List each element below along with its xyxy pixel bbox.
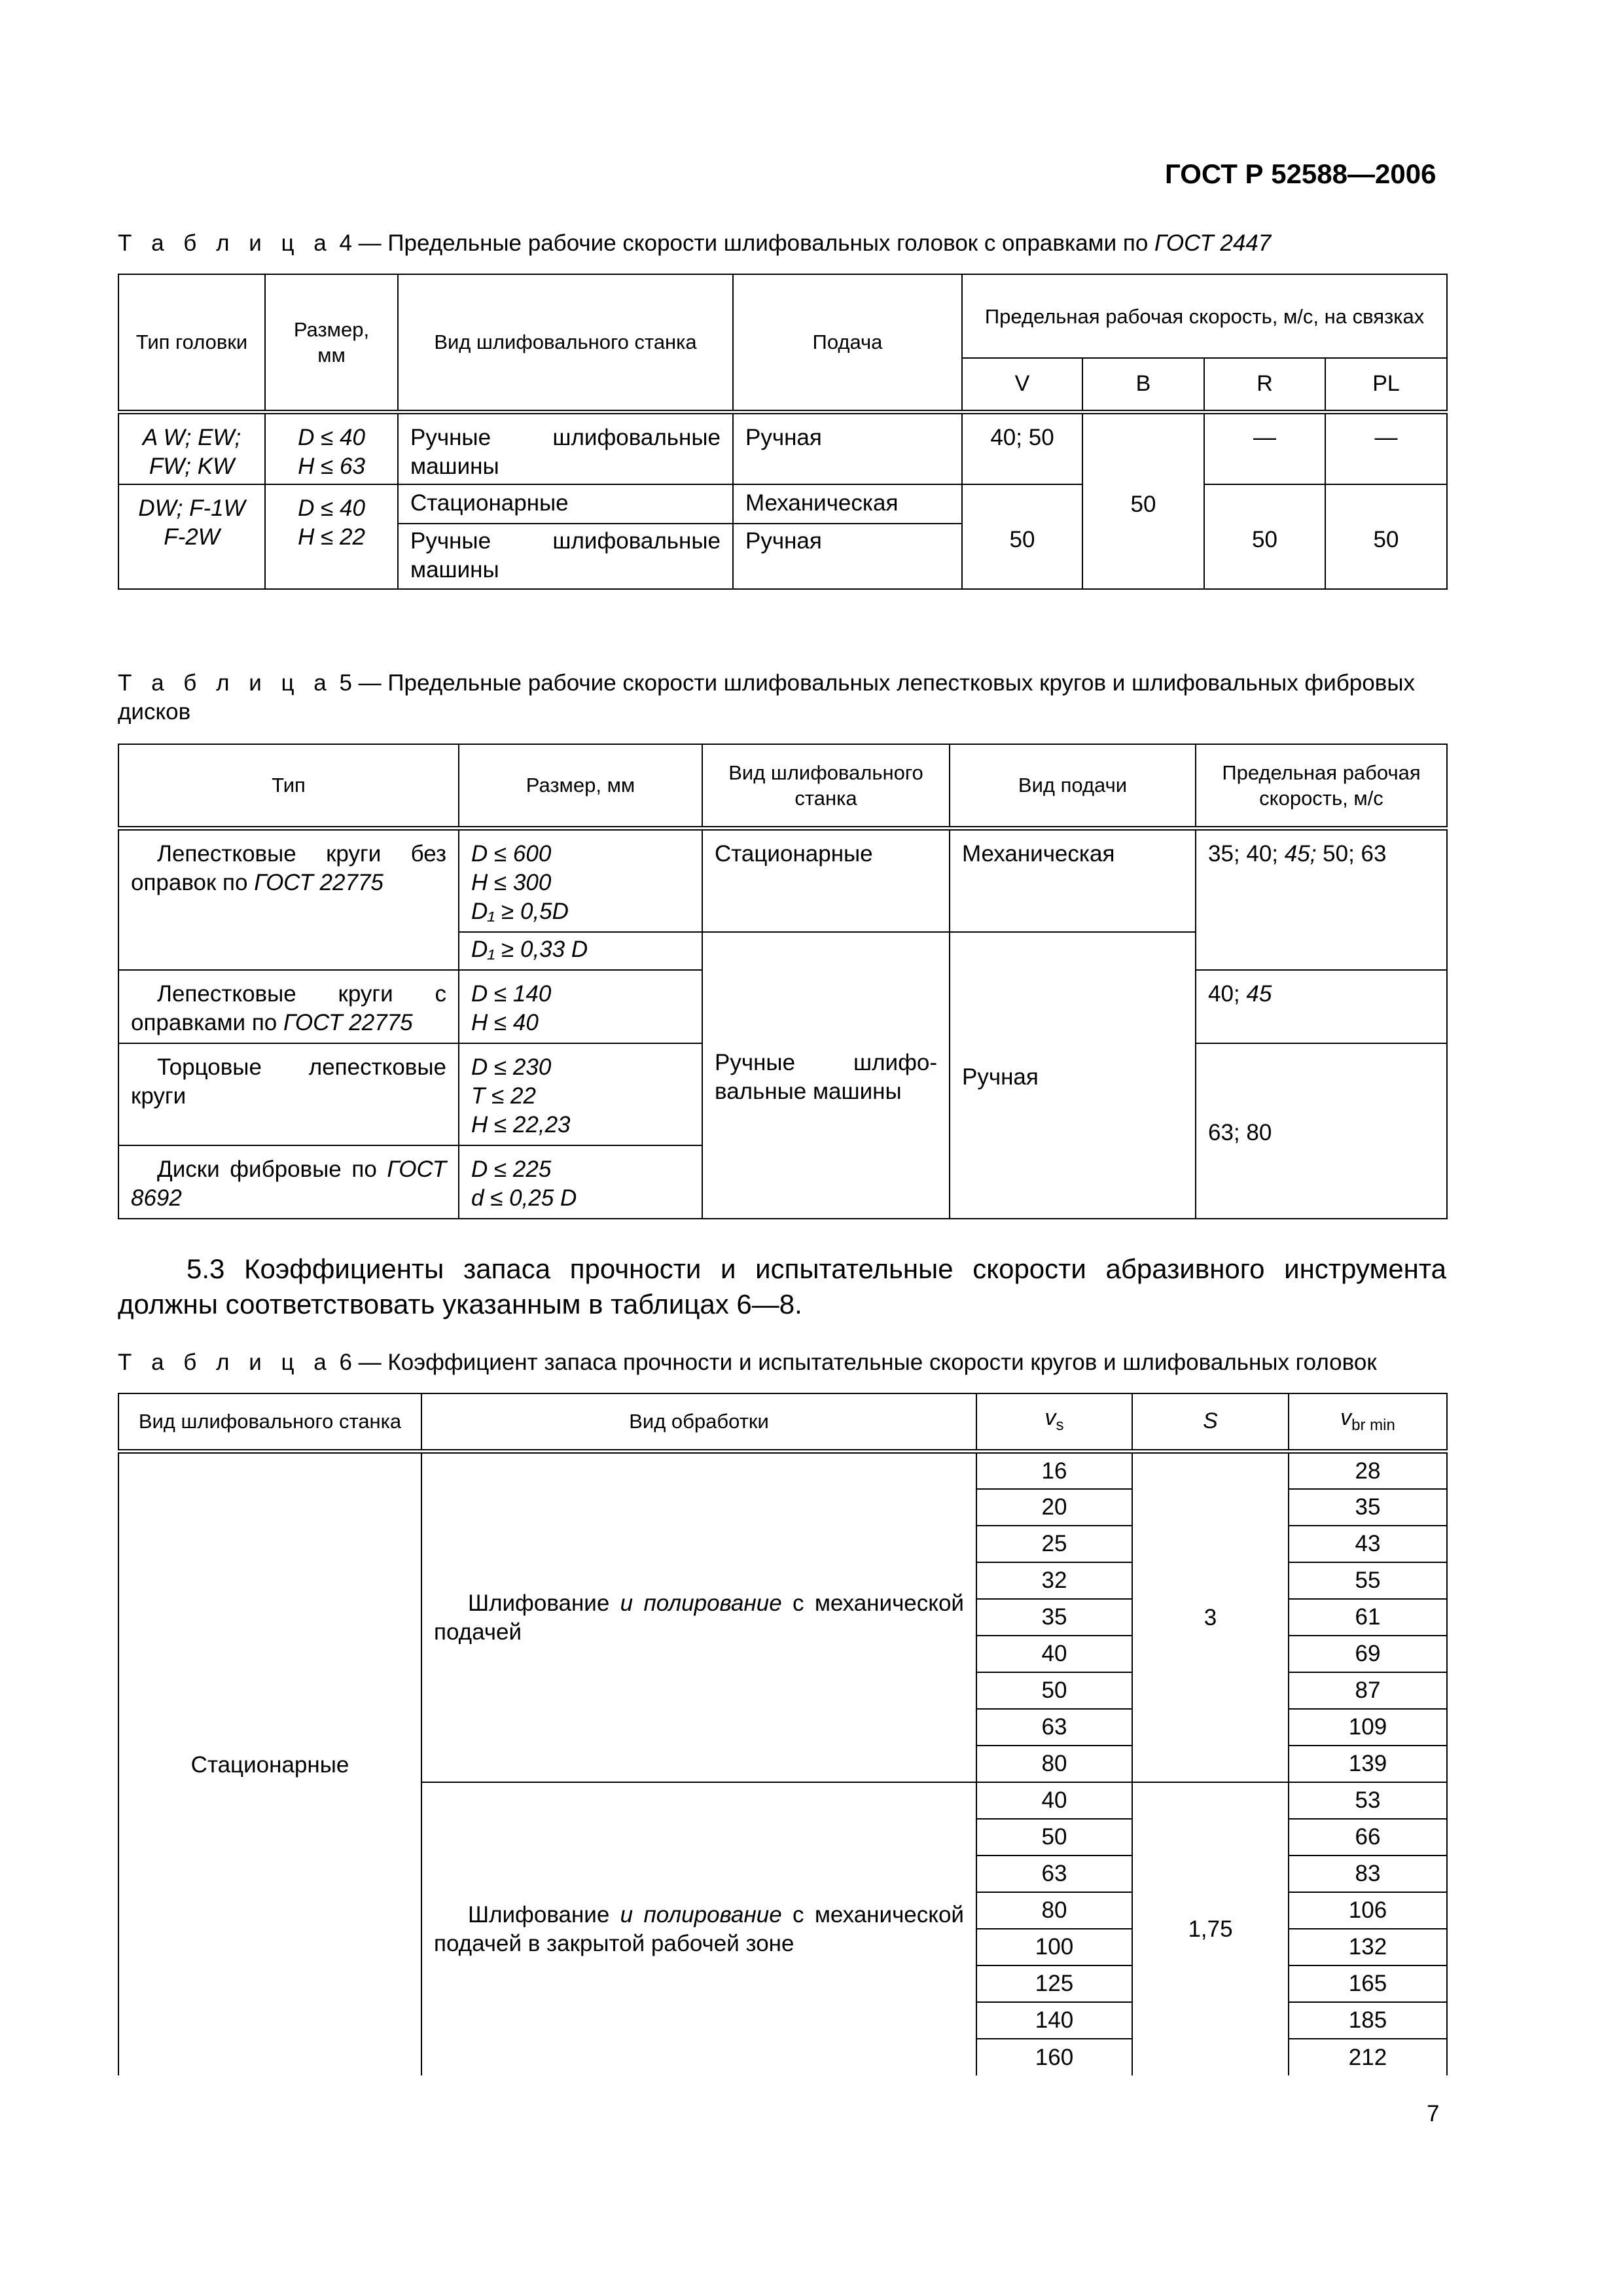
table6-g1-vbr: 55: [1289, 1562, 1447, 1599]
table6-g1-vbr: 139: [1289, 1746, 1447, 1782]
table5-header-speed: Предельная рабочая скорость, м/с: [1196, 744, 1447, 828]
table6-g1-vbr: 61: [1289, 1599, 1447, 1636]
table5-header-type: Тип: [118, 744, 459, 828]
section-5-3-paragraph: 5.3 Коэффициенты запаса прочности и испытательные скорости абразивного инструмента должны соответствовать указанным в таблицах 6—8.: [118, 1253, 1446, 1319]
table6-group2-processing-c: с механической подачей в закрытой рабочей зоне: [434, 1902, 964, 1956]
table6-g1-vs: 63: [976, 1709, 1132, 1746]
table6-group2-processing-a: Шлифование: [468, 1902, 620, 1928]
table5-row5-size: [459, 1145, 702, 1219]
table4-row2-size: [265, 484, 398, 589]
table4-caption: [118, 229, 1446, 258]
table5-merged-speed: 63; 80: [1196, 1043, 1447, 1219]
table6-g2-vs: 125: [976, 1965, 1132, 2002]
table6-g1-vs: 32: [976, 1562, 1132, 1599]
table5-row5-type-ref: ГОСТ 8692: [131, 1156, 446, 1211]
table6-header-s: S: [1132, 1393, 1289, 1451]
table6-g1-vs: 35: [976, 1599, 1132, 1636]
table5-row4-size: [459, 1043, 702, 1145]
table4-row2-pl: 50: [1325, 484, 1447, 589]
table6-g1-vbr: 28: [1289, 1451, 1447, 1489]
table6-header-machine: Вид шлифовального станка: [118, 1393, 421, 1451]
table5-row3-size-h: H ≤ 40: [471, 1009, 539, 1035]
table6-g1-vs: 40: [976, 1636, 1132, 1672]
table6-g1-vs: 80: [976, 1746, 1132, 1782]
table4-row1-type: A W; EW; FW; KW: [118, 412, 265, 484]
table6-header-vbr: [1289, 1393, 1447, 1451]
table4-row1-machine: Ручные шлифовальные машины: [398, 412, 733, 484]
table5-row1-size: [459, 828, 702, 932]
table6-g1-vbr: 43: [1289, 1526, 1447, 1562]
table6-g1-vs: 20: [976, 1489, 1132, 1526]
table6-g1-vs: 16: [976, 1451, 1132, 1489]
table5-header-machine: Вид шлифовального станка: [702, 744, 950, 828]
table6-g1-vbr: 109: [1289, 1709, 1447, 1746]
table4-header-bond-v: V: [962, 358, 1082, 412]
table5-row1-speed-c: 50; 63: [1316, 840, 1387, 867]
table6-header-vbr-sub: br min: [1351, 1416, 1395, 1434]
table4-header-bond-pl: PL: [1325, 358, 1447, 412]
table4-row1-v: 40; 50: [962, 412, 1082, 484]
table4-row2-machine-b: Ручные шлифовальные машины: [398, 524, 733, 589]
table4-row1-r: —: [1204, 412, 1325, 484]
table4-header-feed: Подача: [733, 274, 962, 412]
table5-row1-speed-a: 35; 40;: [1208, 840, 1285, 867]
table4-row2-r: 50: [1204, 484, 1325, 589]
table4-row2-feed-a: Механическая: [733, 484, 962, 524]
table6-g2-vs: 140: [976, 2002, 1132, 2039]
table6-g2-vs: 40: [976, 1782, 1132, 1819]
table6-g2-vbr: 132: [1289, 1929, 1447, 1965]
table5-merged-feed: Ручная: [950, 932, 1196, 1219]
table6-g1-vs: 25: [976, 1526, 1132, 1562]
table6-g2-vbr: 53: [1289, 1782, 1447, 1819]
table4-row1-feed: Ручная: [733, 412, 962, 484]
table5-row1-feed: Механическая: [950, 828, 1196, 932]
table5-row1-size-d1: D₁ ≥ 0,5D: [471, 898, 569, 924]
table6-group1-processing: [421, 1451, 976, 1782]
table4-row1-size-d: D ≤ 40: [298, 424, 365, 450]
table6-g1-vs: 50: [976, 1672, 1132, 1709]
table5-row3-speed-a: 40;: [1208, 980, 1247, 1007]
table4-header-machine: Вид шлифовального станка: [398, 274, 733, 412]
page-number: 7: [1427, 2101, 1440, 2126]
table5-row1-type-ref: ГОСТ 22775: [254, 869, 383, 895]
table5-caption-label: Т а б л и ц а: [118, 670, 333, 696]
table4-header-bond-b: B: [1082, 358, 1204, 412]
table6-g2-vbr: 185: [1289, 2002, 1447, 2039]
table5-row2-size: D₁ ≥ 0,33 D: [459, 932, 702, 970]
table6-group1-processing-a: Шлифование: [468, 1590, 620, 1616]
table6-g2-vbr: 83: [1289, 1856, 1447, 1892]
table5-row5-type-text: Диски фибровые по: [157, 1156, 387, 1182]
table6-group1-processing-c: с механической подачей: [434, 1590, 964, 1645]
table5-header-feed: Вид подачи: [950, 744, 1196, 828]
table4-row2-feed-b: Ручная: [733, 524, 962, 589]
table6-caption-text: 6 — Коэффициент запаса прочности и испытательные скорости кругов и шлифовальных головок: [332, 1350, 1377, 1375]
table4-b-merged: 50: [1082, 412, 1204, 589]
table6-group2-processing: [421, 1782, 976, 2075]
table6-g2-vbr: 106: [1289, 1892, 1447, 1929]
table6-g2-vbr: 165: [1289, 1965, 1447, 2002]
table5-row1-size-h: H ≤ 300: [471, 869, 552, 895]
table6-g1-vbr: 87: [1289, 1672, 1447, 1709]
table6-header-processing: Вид обработки: [421, 1393, 976, 1451]
table4-row1-pl: —: [1325, 412, 1447, 484]
table4-row2-v: 50: [962, 484, 1082, 589]
table5-row1-speed-b: 45;: [1284, 840, 1317, 867]
table5-row1-machine: Стационарные: [702, 828, 950, 932]
table5-row3-type-text: Лепестковые круги с оправками по: [131, 980, 446, 1035]
table5-caption-text: 5 — Предельные рабочие скорости шлифовальных лепестковых кругов и шлифовальных фибровых дисков: [118, 670, 1415, 725]
table6-g2-vs: 160: [976, 2039, 1132, 2075]
table6-group2-processing-b: и полирование: [620, 1902, 782, 1928]
table5-row1-type-text: Лепестковые круги без оправок по: [131, 840, 446, 895]
table5-row3-size: [459, 970, 702, 1043]
table4-row1-size-h: H ≤ 63: [298, 453, 365, 479]
table-5: [118, 744, 1448, 1219]
table6-g2-vs: 100: [976, 1929, 1132, 1965]
table6-caption-label: Т а б л и ц а: [118, 1350, 333, 1375]
table4-caption-label: Т а б л и ц а: [118, 230, 333, 256]
table6-header-vs-sub: s: [1056, 1416, 1064, 1434]
table6-header-vs-symbol: v: [1044, 1405, 1056, 1430]
table5-row3-speed-b: 45: [1246, 980, 1272, 1007]
table6-machine-stationary: Стационарные: [118, 1451, 421, 2075]
table5-row3-type-ref: ГОСТ 22775: [283, 1009, 413, 1035]
table6-group1-processing-b: и полирование: [620, 1590, 782, 1616]
table5-row1-size-d: D ≤ 600: [471, 840, 552, 867]
table5-row3-type: [118, 970, 459, 1043]
table4-row2-type: DW; F-1W F-2W: [118, 484, 265, 589]
table6-group1-s: 3: [1132, 1451, 1289, 1782]
table5-row5-size-dd: d ≤ 0,25 D: [471, 1185, 577, 1211]
table6-g1-vbr: 35: [1289, 1489, 1447, 1526]
table-4: [118, 274, 1448, 590]
table5-row4-size-d: D ≤ 230: [471, 1054, 552, 1080]
table4-row2-size-h: H ≤ 22: [298, 524, 365, 550]
table4-row2-machine-a: Стационарные: [398, 484, 733, 524]
table4-caption-ref: ГОСТ 2447: [1154, 230, 1272, 256]
table6-g1-vbr: 69: [1289, 1636, 1447, 1672]
table5-row1-speed: [1196, 828, 1447, 970]
table6-g2-vbr: 66: [1289, 1819, 1447, 1856]
table4-header-size: Размер, мм: [265, 274, 398, 412]
table6-group2-s: 1,75: [1132, 1782, 1289, 2075]
table6-header-vbr-symbol: v: [1340, 1405, 1352, 1430]
table6-header-vs: [976, 1393, 1132, 1451]
document-code: ГОСТ Р 52588—2006: [1165, 158, 1436, 189]
table5-row5-type: [118, 1145, 459, 1219]
table4-header-speed: Предельная рабочая скорость, м/с, на связках: [962, 274, 1447, 358]
table6-caption: [118, 1348, 1446, 1377]
table6-g2-vbr: 212: [1289, 2039, 1447, 2075]
table5-row4-size-h: H ≤ 22,23: [471, 1111, 571, 1138]
table4-header-bond-r: R: [1204, 358, 1325, 412]
table5-merged-machine: Ручные шлифовальные машины: [702, 932, 950, 1219]
table5-row3-size-d: D ≤ 140: [471, 980, 552, 1007]
table5-caption: [118, 669, 1446, 726]
table5-row4-type: Торцовые лепестковые круги: [118, 1043, 459, 1145]
table4-row1-size: [265, 412, 398, 484]
table5-row4-size-t: T ≤ 22: [471, 1083, 536, 1109]
table5-row1-type: [118, 828, 459, 970]
table6-g2-vs: 63: [976, 1856, 1132, 1892]
table6-g2-vs: 50: [976, 1819, 1132, 1856]
table4-header-type: Тип головки: [118, 274, 265, 412]
table6-g2-vs: 80: [976, 1892, 1132, 1929]
table5-row3-speed: [1196, 970, 1447, 1043]
table4-caption-text: 4 — Предельные рабочие скорости шлифовальных головок с оправками по: [332, 230, 1155, 256]
table4-row2-size-d: D ≤ 40: [298, 495, 365, 521]
table-6: [118, 1393, 1448, 2075]
table5-row5-size-d: D ≤ 225: [471, 1156, 552, 1182]
table5-header-size: Размер, мм: [459, 744, 702, 828]
